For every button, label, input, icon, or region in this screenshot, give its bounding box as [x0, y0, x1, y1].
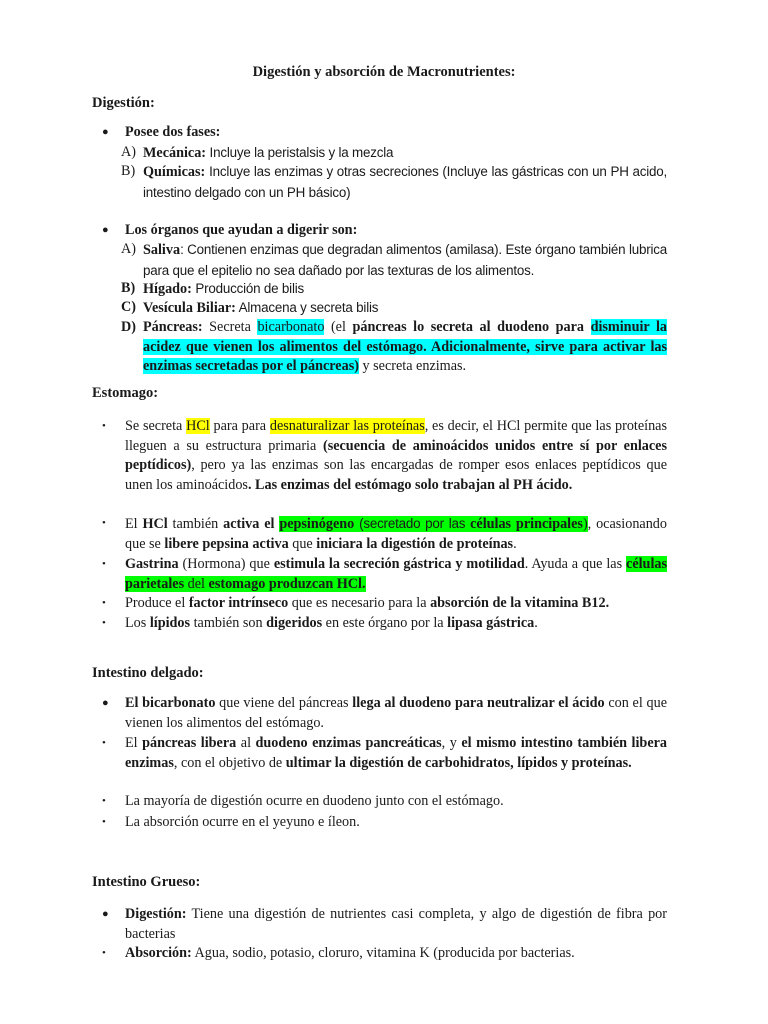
heading-intestino-grueso: Intestino Grueso:: [92, 874, 201, 890]
label-a: A): [121, 241, 136, 257]
item-mecanica: Mecánica: Incluye la peristalsis y la mezcla: [143, 145, 394, 161]
bullet-icon: ●: [102, 908, 109, 920]
item-bicarbonato: El bicarbonato que viene del páncreas llega al duodeno para neutralizar el ácido con el que vienen los alimentos del estómago.: [125, 695, 668, 731]
item-hcl: Se secreta HCl para para desnaturalizar las proteínas, es decir, el HCl permite que las proteínas lleguen a su estructura primaria (secuencia de aminoácidos unidos entre sí por enlaces peptídicos), pero ya las enzimas son las encargadas de romper esos enlaces peptídicos que unen los aminoácidos. Las enzimas del estómago solo trabajan al PH ácido.: [125, 418, 668, 493]
item-enzimas-pancreaticas: El páncreas libera al duodeno enzimas pancreáticas, y el mismo intestino también libera enzimas, con el objetivo de ultimar la digestión de carbohidratos, lípidos y proteínas.: [125, 735, 668, 771]
heading-estomago: Estomago:: [92, 385, 159, 401]
item-absorcion-grueso: Absorción: Agua, sodio, potasio, cloruro, vitamina K (producida por bacterias.: [125, 945, 575, 961]
bullet-icon: ●: [102, 224, 109, 236]
heading-digestion: Digestión:: [92, 95, 155, 111]
bullet-icon: •: [102, 558, 106, 570]
bullet-icon: •: [102, 597, 106, 609]
label-b: B): [121, 163, 136, 179]
heading-intestino-delgado: Intestino delgado:: [92, 665, 204, 681]
item-gastrina: Gastrina (Hormona) que estimula la secreción gástrica y motilidad. Ayuda a que las células parietales del estomago produzcan HCl.: [125, 556, 667, 592]
item-mayoria-digestion: La mayoría de digestión ocurre en duodeno junto con el estómago.: [125, 793, 504, 809]
item-vesicula: Vesícula Biliar: Almacena y secreta bilis: [143, 300, 379, 316]
item-absorcion-yeyuno: La absorción ocurre en el yeyuno e íleon.: [125, 814, 360, 830]
item-higado: Hígado: Producción de bilis: [143, 281, 304, 297]
item-pancreas: Páncreas: Secreta bicarbonato (el páncreas lo secreta al duodeno para disminuir la acidez que vienen los alimentos del estómago. Adicionalmente, sirve para activar las enzimas secretadas por el páncreas) y secreta enzimas.: [143, 319, 668, 374]
label-a: A): [121, 144, 136, 160]
bullet-icon: •: [102, 816, 106, 828]
bullet-icon: •: [102, 795, 106, 807]
bullet-icon: ●: [102, 126, 109, 138]
item-lipidos: Los lípidos también son digeridos en este órgano por la lipasa gástrica.: [125, 615, 538, 631]
label-c: C): [121, 299, 136, 315]
bullet-icon: •: [102, 420, 106, 432]
item-organos-title: Los órganos que ayudan a digerir son:: [125, 222, 358, 238]
bullet-icon: •: [102, 737, 106, 749]
bullet-icon: ●: [102, 697, 109, 709]
label-d: D): [121, 319, 136, 335]
page-title: Digestión y absorción de Macronutrientes:: [252, 64, 516, 80]
bullet-icon: •: [102, 947, 106, 959]
bullet-icon: •: [102, 617, 106, 629]
item-quimicas: Químicas: Incluye las enzimas y otras secreciones (Incluye las gástricas con un PH acido, intestino delgado con un PH básico): [143, 164, 667, 200]
item-fases-title: Posee dos fases:: [125, 124, 221, 140]
item-pepsinogeno: El HCl también activa el pepsinógeno (secretado por las células principales), ocasionando que se libere pepsina activa que iniciara la digestión de proteínas.: [125, 516, 667, 552]
item-digestion-grueso: Digestión: Tiene una digestión de nutrientes casi completa, y algo de digestión de fibra por bacterias: [125, 906, 667, 942]
label-b: B): [121, 280, 136, 296]
bullet-icon: •: [102, 517, 106, 529]
item-factor-intrinseco: Produce el factor intrínseco que es necesario para la absorción de la vitamina B12.: [125, 595, 610, 611]
item-saliva: Saliva: Contienen enzimas que degradan alimentos (amilasa). Este órgano también lubrica para que el epitelio no sea dañado por las texturas de los alimentos.: [143, 242, 667, 278]
